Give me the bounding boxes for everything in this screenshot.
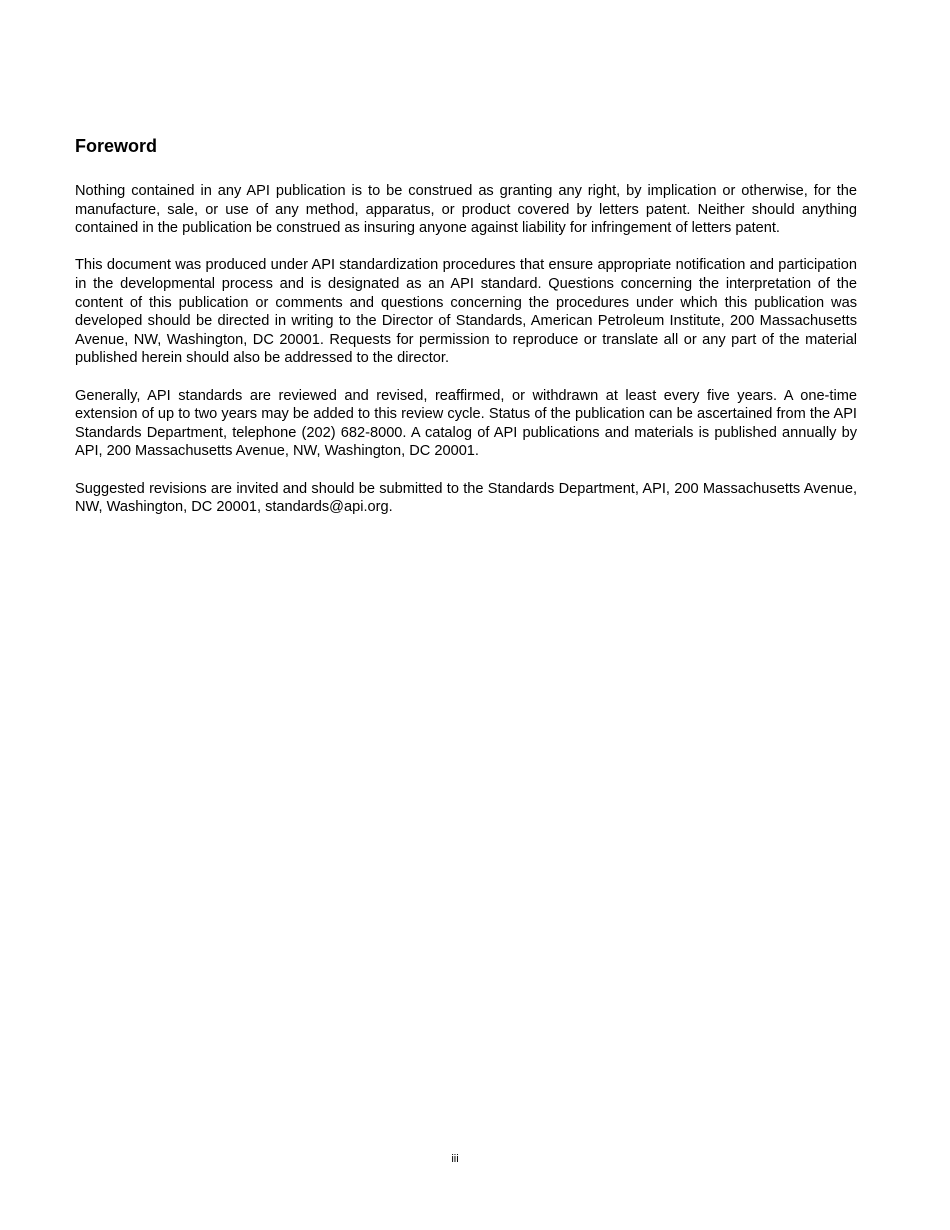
page-title: Foreword bbox=[75, 136, 158, 156]
paragraph-standardization: This document was produced under API standardization procedures that ensure appropriate notification and participation in the developmental process and is designated as an API standard. Questions concerning the interpretation of the content of this publication or comments and questions concerning the procedures under which this publication was developed should be directed in writing to the Director of Standards, American Petroleum Institute, 200 Massachusetts Avenue, NW, Washington, DC 20001. Requests for permission to reproduce or translate all or any part of the material published herein should also be addressed to the director. bbox=[75, 257, 857, 367]
page-number: iii bbox=[451, 1153, 459, 1165]
foreword-body bbox=[75, 182, 857, 535]
paragraph-patent-disclaimer: Nothing contained in any API publication is to be construed as granting any right, by implication or otherwise, for the manufacture, sale, or use of any method, apparatus, or product covered by letters patent. Neither should anything contained in the publication be construed as insuring anyone against liability for infringement of letters patent. bbox=[75, 183, 857, 237]
paragraph-review-cycle: Generally, API standards are reviewed and revised, reaffirmed, or withdrawn at least every five years. A one-time extension of up to two years may be added to this review cycle. Status of the publication can be ascertained from the API Standards Department, telephone (202) 682-8000. A catalog of API publications and materials is published annually by API, 200 Massachusetts Avenue, NW, Washington, DC 20001. bbox=[75, 387, 857, 460]
paragraph-suggested-revisions: Suggested revisions are invited and should be submitted to the Standards Department, API, 200 Massachusetts Avenue, NW, Washington, DC 20001, standards@api.org. bbox=[75, 480, 857, 516]
